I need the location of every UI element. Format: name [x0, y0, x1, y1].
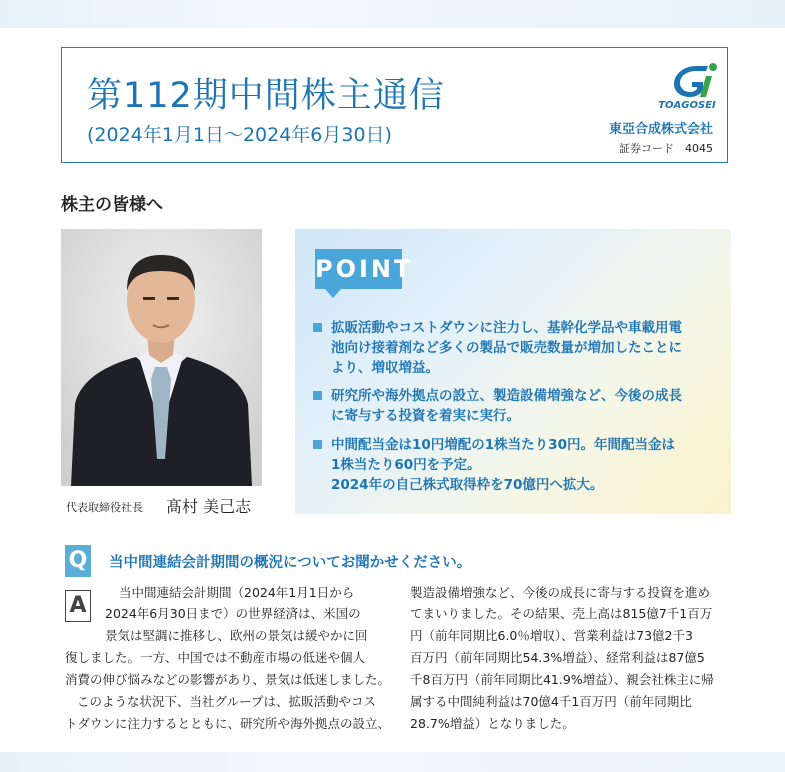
- report-header: [61, 47, 728, 163]
- answer-left-line: トダウンに注力するとともに、研究所や海外拠点の設立、: [65, 716, 391, 731]
- point-badge-tail: [325, 289, 341, 298]
- answer-left-line: 景気は堅調に推移し、欧州の景気は緩やかに回: [105, 628, 368, 643]
- point-item: 研究所や海外拠点の設立、製造設備増強など、今後の成長 に寄与する投資を着実に実行。: [313, 386, 723, 426]
- top-decorative-band: [0, 0, 785, 28]
- answer-left-line: 当中間連結会計期間（2024年1月1日から: [119, 585, 355, 600]
- answer-left-line: 2024年6月30日まで）の世界経済は、米国の: [105, 606, 361, 621]
- answer-left-line: このような状況下、当社グループは、拡販活動やコス: [77, 694, 377, 709]
- answer-right-line: 千8百万円（前年同期比41.9%増益）、親会社株主に帰: [410, 672, 714, 687]
- answer-left-line: 消費の伸び悩みなどの影響があり、景気は低迷しました。: [65, 672, 391, 687]
- portrait-illustration: [61, 229, 262, 486]
- answer-right-line: てまいりました。その結果、売上高は815億7千1百万: [410, 606, 713, 621]
- greeting-heading: 株主の皆様へ: [61, 195, 163, 215]
- question-label: Q: [65, 545, 91, 577]
- point-badge: POINT: [315, 249, 402, 289]
- point-item: 拡販活動やコストダウンに注力し、基幹化学品や車載用電 池向け接着剤など多くの製品で販売数量が増加したことに より、増収増益。: [313, 318, 723, 378]
- answer-right-line: 製造設備増強など、今後の成長に寄与する投資を進め: [410, 585, 711, 600]
- company-name: 東亞合成株式会社: [608, 122, 713, 137]
- president-portrait: [61, 229, 262, 486]
- answer-right-line: 属する中間純利益は70億4千1百万円（前年同期比: [410, 694, 692, 709]
- answer-label: A: [65, 590, 91, 622]
- question-text: 当中間連結会計期間の概況についてお聞かせください。: [109, 555, 472, 571]
- president-name: 髙村 美己志: [166, 497, 252, 516]
- logo-wordmark: TOAGOSEI: [658, 100, 716, 111]
- answer-right-line: 円（前年同期比6.0％増収）、営業利益は73億2千3: [410, 628, 693, 643]
- square-bullet-icon: [313, 323, 322, 332]
- reporting-period: (2024年1月1日～2024年6月30日): [87, 124, 392, 146]
- toagosei-logo-icon: [666, 60, 718, 100]
- square-bullet-icon: [313, 391, 322, 400]
- point-item: 中間配当金は10円増配の1株当たり30円。年間配当金は 1株当たり60円を予定。 2024年の自己株式取得枠を70億円へ拡大。: [313, 435, 723, 495]
- square-bullet-icon: [313, 440, 322, 449]
- bottom-decorative-band: [0, 752, 785, 772]
- page-title: 第112期中間株主通信: [87, 76, 445, 116]
- key-points-panel: [295, 229, 731, 514]
- answer-left-line: 復しました。一方、中国では不動産市場の低迷や個人: [65, 650, 366, 665]
- answer-right-line: 28.7%増益）となりました。: [410, 716, 575, 731]
- securities-code: 証券コード 4045: [619, 142, 713, 155]
- president-role: 代表取締役社長: [66, 501, 143, 514]
- answer-right-line: 百万円（前年同期比54.3%増益）、経常利益は87億5: [410, 650, 705, 665]
